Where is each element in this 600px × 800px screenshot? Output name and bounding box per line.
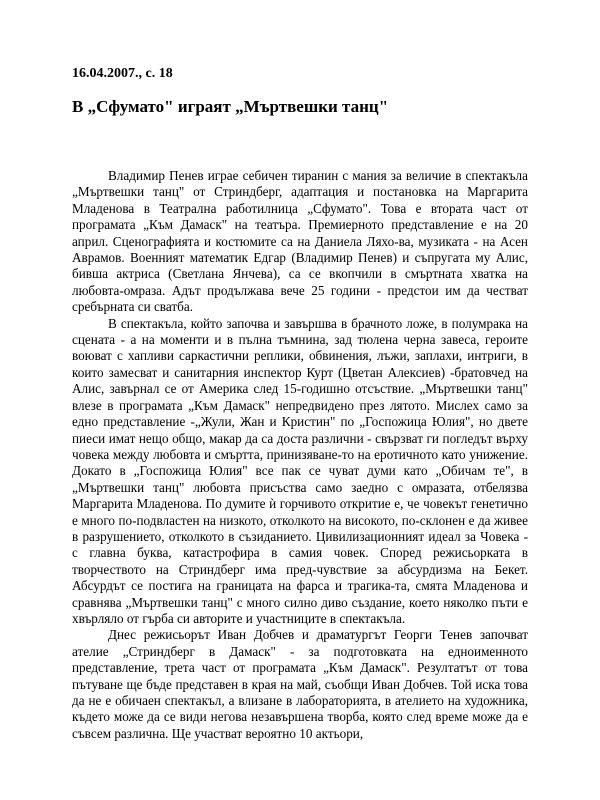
article-body xyxy=(72,168,528,742)
dateline: 16.04.2007., с. 18 xyxy=(72,66,173,81)
article-headline: В „Сфумато" играят „Мъртвешки танц" xyxy=(72,97,389,116)
article-paragraph-1: Владимир Пенев играе себичен тиранин с мания за величие в спектакъла „Мъртвешки танц" от Стриндберг, адаптация и постановка на Маргарита Младенова в Театрална работилница „Сфумато". Това е втората част от програмата „Към Дамаск" на театъра. Премиерното представление е на 20 април. Сценографията и костюмите са на Даниела Ляхо-ва, музиката - на Асен Аврамов. Военният математик Едгар (Владимир Пенев) и съпругата му Алис, бивша актриса (Светлана Янчева), са се вкопчили в смъртната хватка на любовта-омраза. Адът продължава вече 25 години - предстои им да честват сребърната си сватба. xyxy=(72,168,528,315)
article-paragraph-2: В спектакъла, който започва и завършва в брачното ложе, в полумрака на сцената - а на моменти и в пълна тъмнина, зад тюлена черна завеса, героите воюват с хапливи саркастични реплики, обвинения, лъжи, заплахи, интриги, в които замесват и санитарния инспектор Курт (Цветан Алексиев) -братовчед на Алис, завърнал се от Америка след 15-годишно отсъствие. „Мъртвешки танц" влезе в програмата „Към Дамаск" непредвидено през лятото. Мислех само за едно представление -„Жули, Жан и Кристин" по „Госпожица Юлия", но двете пиеси имат нещо общо, макар да са доста различни - свързват ги погледът върху човека между любовта и смъртта, принизяване-то на еротичното като унижение. Докато в „Госпожица Юлия" все пак се чуват думи като „Обичам те", в „Мъртвешки танц" любовта присъства само заедно с омразата, отбелязва Маргарита Младенова. По думите ѝ горчивото откритие е, че човекът генетично е много по-подвластен на низкото, отколкото на високото, по-склонен е да живее в разрушението, отколкото в съзиданието. Цивилизационният идеал за Човека - с главна буква, катастрофира в самия човек. Според режисьорката в творчеството на Стриндберг има пред-чувствие за абсурдизма на Бекет. Абсурдът се постига на границата на фарса и трагика-та, смята Младенова и сравнява „Мъртвешки танц" с много силно диво създание, което няколко пъти е хвърляло от гърба си авторите и участниците в спектакъла. xyxy=(72,315,528,626)
article-paragraph-3: Днес режисьорът Иван Добчев и драматургът Георги Тенев започват ателие „Стриндберг в Дамаск" - за подготовката на едноименното представление, трета част от програмата „Към Дамаск". Резултатът от това пътуване ще бъде представен в края на май, съобщи Иван Добчев. Той иска това да не е обичаен спектакъл, а влизане в лабораторията, в ателието на художника, където може да се види негова незавършена творба, която след време може да е съвсем различна. Ще участват вероятно 10 актьори, xyxy=(72,627,528,741)
